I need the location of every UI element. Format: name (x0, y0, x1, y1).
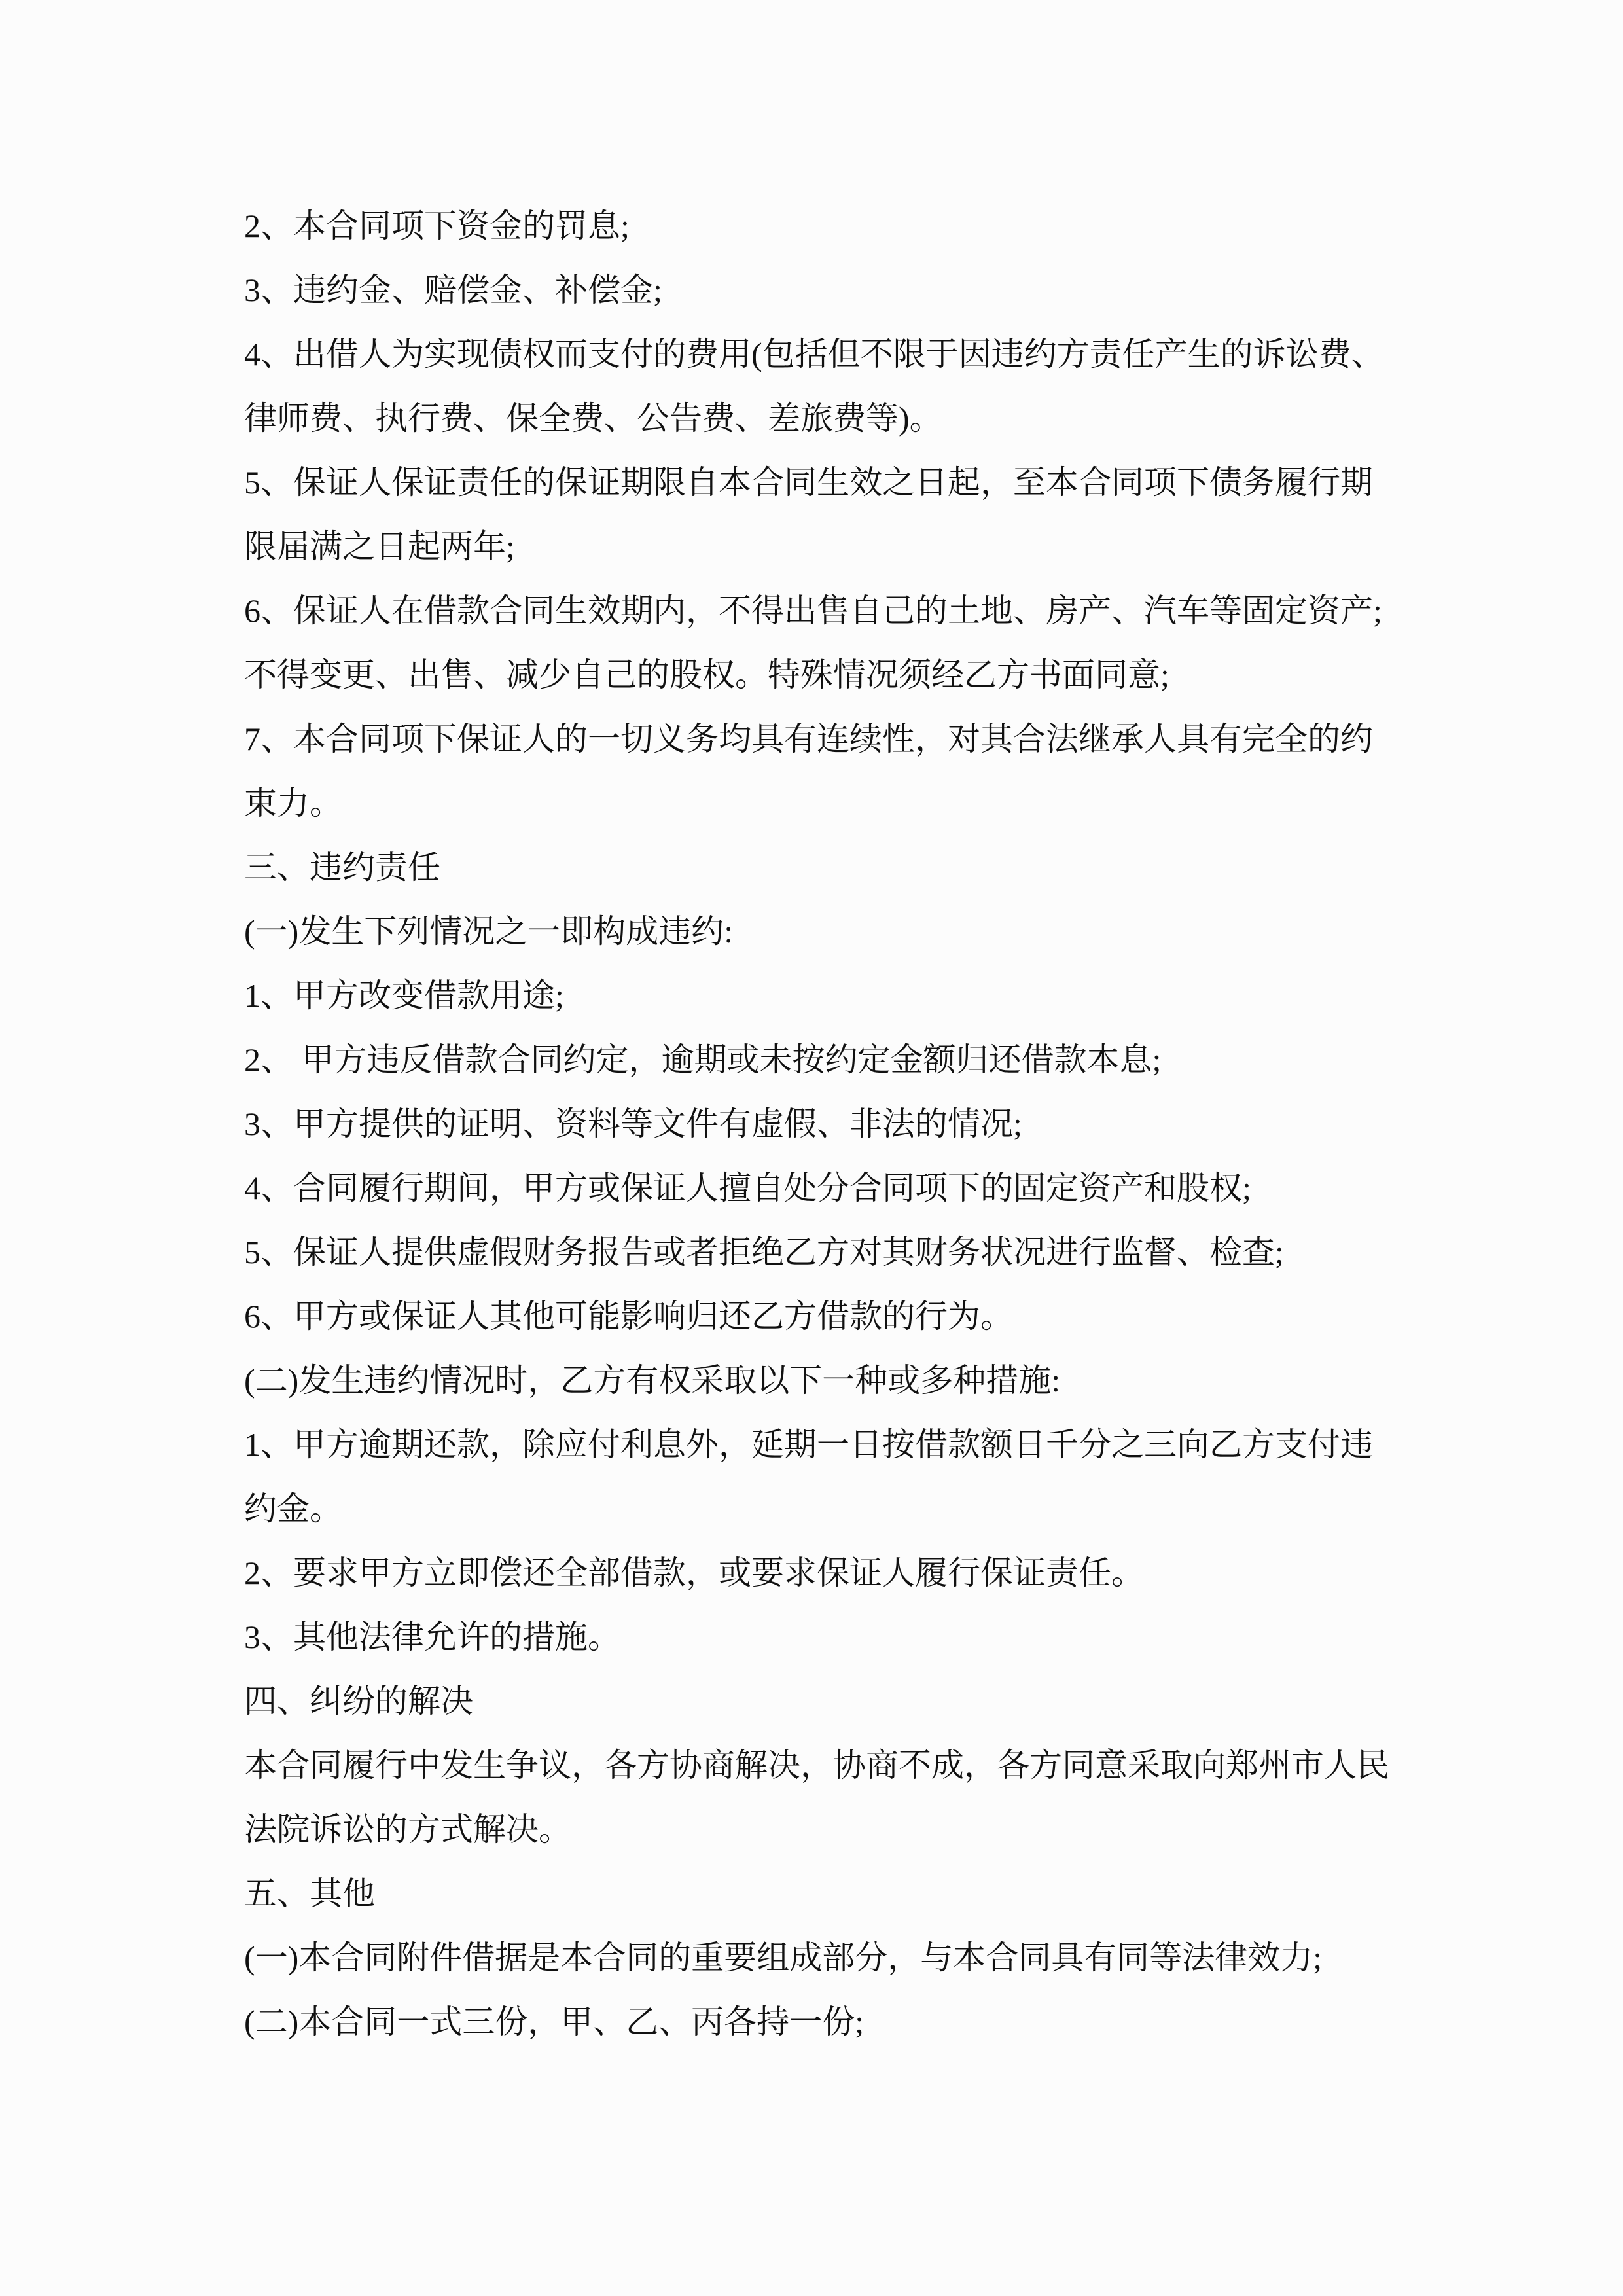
document-line: 五、其他 (244, 1875, 375, 1912)
document-line: 4、出借人为实现债权而支付的费用(包括但不限于因违约方责任产生的诉讼费、 (244, 336, 1384, 372)
document-line: (二)本合同一式三份，甲、乙、丙各持一份; (244, 2003, 865, 2040)
document-line: 3、甲方提供的证明、资料等文件有虚假、非法的情况; (244, 1105, 1022, 1142)
document-line: 6、甲方或保证人其他可能影响归还乙方借款的行为。 (244, 1298, 1013, 1335)
document-line: 约金。 (244, 1490, 342, 1527)
document-line: 2、 甲方违反借款合同约定，逾期或未按约定金额归还借款本息; (244, 1041, 1162, 1078)
document-line: 法院诉讼的方式解决。 (244, 1811, 571, 1848)
document-line: (一)发生下列情况之一即构成违约: (244, 913, 734, 950)
document-line: 5、保证人保证责任的保证期限自本合同生效之日起，至本合同项下债务履行期 (244, 464, 1373, 501)
document-line: 2、本合同项下资金的罚息; (244, 207, 630, 244)
document-line: (一)本合同附件借据是本合同的重要组成部分，与本合同具有同等法律效力; (244, 1939, 1323, 1976)
document-line: 律师费、执行费、保全费、公告费、差旅费等)。 (244, 400, 942, 437)
document-line: 5、保证人提供虚假财务报告或者拒绝乙方对其财务状况进行监督、检查; (244, 1234, 1284, 1270)
document-line: 四、纠纷的解决 (244, 1683, 473, 1719)
document-line: 不得变更、出售、减少自己的股权。特殊情况须经乙方书面同意; (244, 656, 1169, 693)
document-line: 三、违约责任 (244, 849, 440, 886)
document-line: (二)发生违约情况时，乙方有权采取以下一种或多种措施: (244, 1362, 1061, 1399)
document-line: 3、违约金、赔偿金、补偿金; (244, 272, 662, 308)
document-line: 6、保证人在借款合同生效期内，不得出售自己的土地、房产、汽车等固定资产; (244, 592, 1382, 629)
document-line: 4、合同履行期间，甲方或保证人擅自处分合同项下的固定资产和股权; (244, 1170, 1251, 1206)
document-line: 本合同履行中发生争议，各方协商解决，协商不成，各方同意采取向郑州市人民 (244, 1747, 1389, 1784)
document-line: 1、甲方改变借款用途; (244, 977, 564, 1014)
document-line: 束力。 (244, 785, 342, 821)
document-body (244, 194, 1474, 2054)
document-line: 7、本合同项下保证人的一切义务均具有连续性，对其合法继承人具有完全的约 (244, 721, 1373, 757)
document-line: 限届满之日起两年; (244, 528, 515, 565)
document-line: 1、甲方逾期还款，除应付利息外，延期一日按借款额日千分之三向乙方支付违 (244, 1426, 1373, 1463)
document-line: 2、要求甲方立即偿还全部借款，或要求保证人履行保证责任。 (244, 1554, 1144, 1591)
document-line: 3、其他法律允许的措施。 (244, 1619, 620, 1655)
